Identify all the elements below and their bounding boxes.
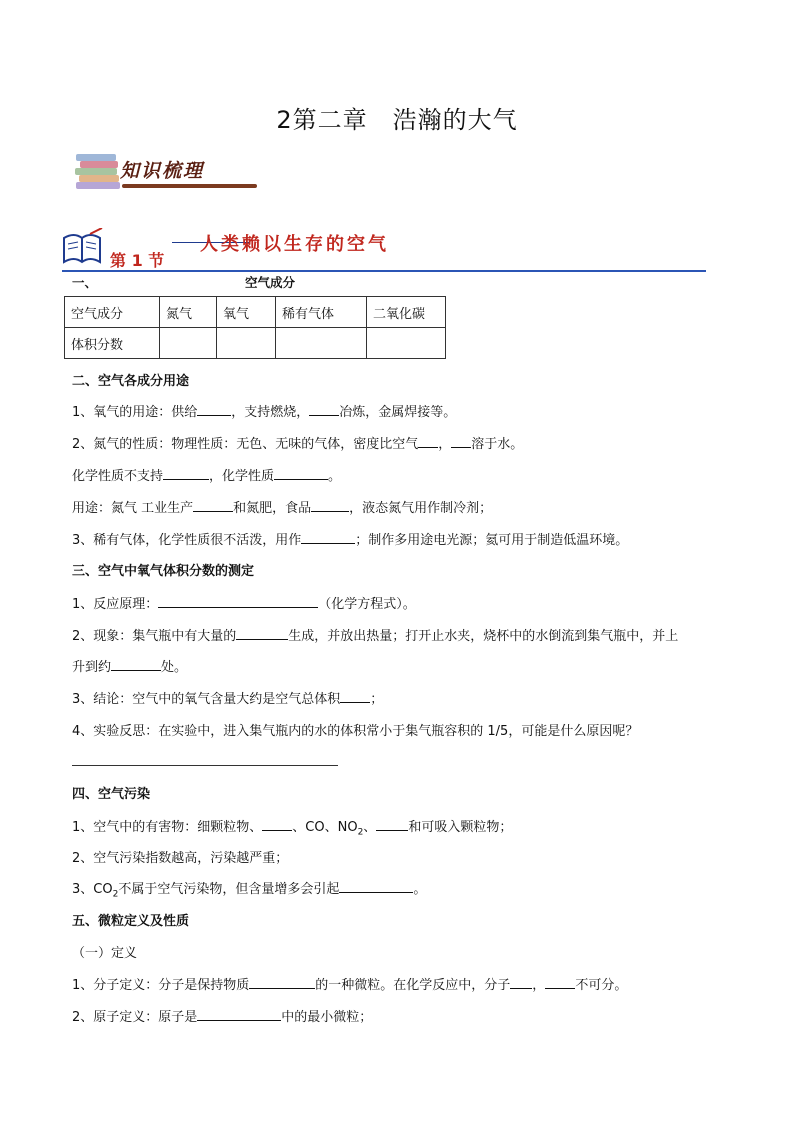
blank bbox=[163, 467, 209, 480]
nitrogen-use-line bbox=[72, 497, 492, 516]
text: 3、稀有气体，化学性质很不活泼，用作 bbox=[72, 533, 302, 548]
text: 升到约 bbox=[72, 660, 112, 675]
blank bbox=[340, 690, 370, 703]
blank bbox=[451, 435, 471, 448]
text: 1、氧气的用途：供给 bbox=[72, 405, 198, 420]
pollutant-line bbox=[72, 816, 512, 838]
text: 。 bbox=[413, 882, 427, 897]
blank bbox=[545, 976, 575, 989]
blank bbox=[301, 531, 355, 544]
chemical-property-line bbox=[72, 465, 341, 484]
text: 化学性质不支持 bbox=[72, 469, 164, 484]
principle-line bbox=[72, 593, 416, 612]
blank bbox=[418, 435, 438, 448]
blank bbox=[197, 1008, 281, 1021]
text: 和氮肥，食品 bbox=[233, 501, 312, 516]
blank bbox=[309, 403, 339, 416]
text: 3、结论：空气中的氧气含量大约是空气总体积 bbox=[72, 692, 341, 707]
blank bbox=[510, 976, 532, 989]
text: ，支持燃烧， bbox=[231, 405, 310, 420]
text: ；制作多用途电光源；氦可用于制造低温环境。 bbox=[355, 533, 629, 548]
text: 2、原子定义：原子是 bbox=[72, 1010, 198, 1025]
heading-4: 四、空气污染 bbox=[72, 787, 151, 802]
text: 冶炼，金属焊接等。 bbox=[339, 405, 457, 420]
heading-5: 五、微粒定义及性质 bbox=[72, 914, 190, 929]
table-cell bbox=[276, 328, 367, 359]
air-composition-table bbox=[64, 296, 446, 359]
table-cell: 体积分数 bbox=[65, 328, 160, 359]
text: 用途：氮气 工业生产 bbox=[72, 501, 194, 516]
blank bbox=[262, 818, 292, 831]
text: 不属于空气污染物，但含量增多会引起 bbox=[118, 882, 340, 897]
text: 、CO、NO bbox=[292, 820, 358, 835]
text: 和可吸入颗粒物； bbox=[408, 820, 513, 835]
molecule-definition-line bbox=[72, 974, 627, 993]
conclusion-line bbox=[72, 688, 383, 707]
table-row bbox=[65, 297, 446, 328]
blank bbox=[249, 976, 315, 989]
answer-line bbox=[72, 765, 338, 766]
nitrogen-property-line bbox=[72, 433, 523, 452]
text: 。 bbox=[328, 469, 342, 484]
blank bbox=[376, 818, 408, 831]
blank bbox=[197, 403, 231, 416]
rare-gas-line bbox=[72, 529, 628, 548]
knowledge-banner bbox=[72, 148, 262, 194]
subscript: 2 bbox=[357, 827, 364, 838]
text: ，化学性质 bbox=[209, 469, 275, 484]
table-cell: 空气成分 bbox=[65, 297, 160, 328]
section-divider bbox=[62, 270, 706, 272]
phenomenon-line-2 bbox=[72, 656, 187, 675]
text: 2、现象：集气瓶中有大量的 bbox=[72, 629, 237, 644]
text: ，液态氮气用作制冷剂； bbox=[349, 501, 493, 516]
blank bbox=[274, 467, 328, 480]
text: 1、分子定义：分子是保持物质 bbox=[72, 978, 250, 993]
text: 1、反应原理： bbox=[72, 597, 159, 612]
text: 的一种微粒。在化学反应中，分子 bbox=[315, 978, 511, 993]
text: 、 bbox=[363, 820, 377, 835]
co2-line bbox=[72, 878, 426, 900]
section-number: 第 1 节 bbox=[110, 251, 165, 270]
pollution-index-line: 2、空气污染指数越高，污染越严重； bbox=[72, 851, 289, 866]
text: 不可分。 bbox=[575, 978, 628, 993]
reflection-line: 4、实验反思：在实验中，进入集气瓶内的水的体积常小于集气瓶容积的 1/5，可能是什么原因呢？ bbox=[72, 724, 639, 739]
table-cell bbox=[367, 328, 446, 359]
text: 中的最小微粒； bbox=[281, 1010, 373, 1025]
subheading-definition: （一）定义 bbox=[72, 946, 138, 961]
blank bbox=[236, 627, 288, 640]
text: 3、CO bbox=[72, 882, 113, 897]
table-cell bbox=[217, 328, 276, 359]
text: 溶于水。 bbox=[471, 437, 524, 452]
text: 处。 bbox=[161, 660, 188, 675]
section-title: 人类赖以生存的空气 bbox=[200, 234, 389, 255]
text: （化学方程式）。 bbox=[318, 597, 416, 612]
page-title: 2第二章 浩瀚的大气 bbox=[276, 106, 518, 134]
text: ， bbox=[438, 437, 452, 452]
table-cell: 稀有气体 bbox=[276, 297, 367, 328]
blank bbox=[193, 499, 233, 512]
atom-definition-line bbox=[72, 1006, 372, 1025]
subscript: 2 bbox=[112, 889, 119, 900]
heading-1-prefix: 一、 bbox=[72, 275, 98, 290]
blank bbox=[311, 499, 349, 512]
banner-label: 知识梳理 bbox=[120, 160, 205, 182]
section-header bbox=[60, 228, 706, 274]
table-cell: 二氧化碳 bbox=[367, 297, 446, 328]
text: 1、空气中的有害物：细颗粒物、 bbox=[72, 820, 263, 835]
banner-underline bbox=[122, 184, 257, 188]
phenomenon-line-1 bbox=[72, 625, 678, 644]
table-cell: 氮气 bbox=[160, 297, 217, 328]
heading-1-text: 空气成分 bbox=[245, 275, 296, 290]
heading-3: 三、空气中氧气体积分数的测定 bbox=[72, 564, 255, 579]
heading-2: 二、空气各成分用途 bbox=[72, 374, 190, 389]
text: 生成，并放出热量；打开止水夹，烧杯中的水倒流到集气瓶中，并上 bbox=[288, 629, 679, 644]
text: 2、氮气的性质：物理性质：无色、无味的气体，密度比空气 bbox=[72, 437, 419, 452]
blank bbox=[339, 880, 413, 893]
table-cell bbox=[160, 328, 217, 359]
blank bbox=[158, 595, 318, 608]
table-cell: 氧气 bbox=[217, 297, 276, 328]
table-row bbox=[65, 328, 446, 359]
oxygen-use-line bbox=[72, 401, 456, 420]
text: ； bbox=[370, 692, 384, 707]
blank bbox=[111, 658, 161, 671]
open-book-icon bbox=[60, 228, 104, 268]
text: ， bbox=[532, 978, 546, 993]
